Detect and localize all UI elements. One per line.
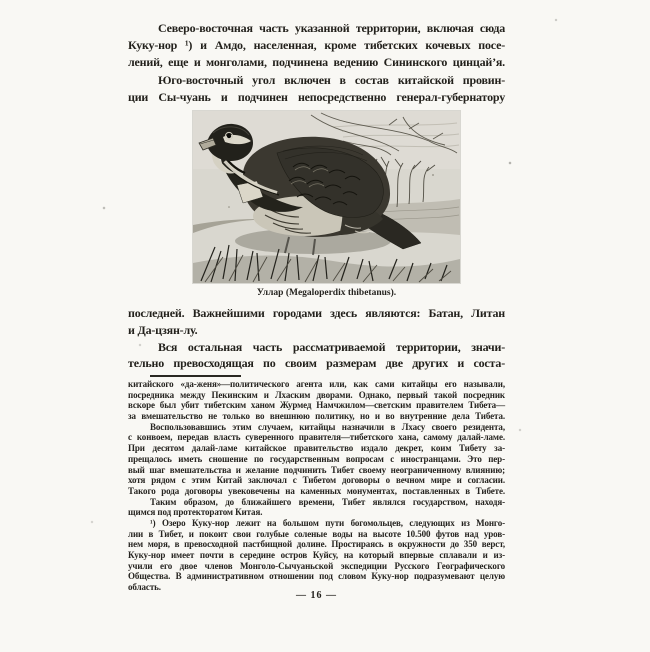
body-text-top [128, 20, 505, 106]
footnote-line: лии в Тибет, и покоит свои голубые соленые воды на высоте 10.500 футов над уров- [128, 528, 505, 539]
body-text-mid [128, 305, 505, 372]
body-line: Куку-нор ¹) и Амдо, населенная, кроме тибетских кочевых посе- [128, 38, 505, 53]
footnote-line: нем моря, в превосходной пастбищной долине. Простираясь в окружности до 350 верст, [128, 539, 505, 550]
footnote-line: Таким образом, до ближайшего времени, Тибет являлся государством, находя- [150, 496, 505, 507]
body-line: Вся остальная часть рассматриваемой территории, значи- [158, 339, 505, 354]
footnote-line: Общества. В административном отношении под словом Куку-нор подразумевают целую [128, 571, 505, 582]
body-line: и Да-цзян-лу. [128, 322, 198, 337]
footnote-line: с конвоем, передав власть суверенного правителя—тибетского хана, самому далай-ламе. [128, 432, 505, 443]
page-number: — 16 — [296, 590, 337, 601]
body-line: ции Сы-чуань и подчинен непосредственно генерал-губернатору [128, 89, 505, 104]
body-line: Северо-восточная часть указанной территории, включая сюда [158, 21, 505, 35]
footnote-line: вскоре был убит тибетским ханом Журмед Намчжилом—светским правителем Тибета— [128, 400, 505, 411]
body-line: тельно превосходящая по своим размерам две других и соста- [128, 356, 505, 371]
body-line: Юго-восточный угол включен в состав китайской провин- [158, 72, 505, 87]
footnote-line: хотя рядом с этим Китай заключал с Тибетом договоры о вечном мире и согласии. [128, 475, 505, 486]
footnote-line: Такого рода договоры увековечены на каменных монументах, поставленных в Тибете. [128, 485, 505, 496]
snowcock-engraving [193, 111, 460, 283]
figure-caption: Уллар (Megaloperdix thibetanus). [256, 288, 397, 298]
footnote-line: вый шаг вмешательства и желание подчинить Тибет своему неограниченному влиянию; [128, 464, 505, 475]
body-line: последней. Важнейшими городами здесь являются: Батан, Литан [128, 306, 505, 320]
footnote-line: ¹) Озеро Куку-нор лежит на большом пути богомольцев, следующих из Монго- [150, 517, 505, 528]
footnote-line: При десятом далай-ламе китайское правительство издало декрет, коим Тибету за- [128, 443, 505, 454]
footnote-line: посредника между Пекинским и Лхаским дворами. Однако, первый такой посредник [128, 389, 505, 400]
snowcock-illustration [193, 111, 460, 283]
footnote-line: щимся под протекторатом Китая. [128, 507, 263, 518]
footnote-block [128, 379, 505, 593]
footnote-line: учили его двое членов Монголо-Сычуаньской экспедиции Русского Географического [128, 560, 505, 571]
footnote-separator [150, 375, 241, 377]
footnote-line: за вмешательство не только во внешнюю политику, но и во внутренние дела Тибета. [128, 411, 505, 422]
footnote-line: область. [128, 582, 161, 593]
footnote-line: прещалось иметь сношение по государственным вопросам с иностранцами. Это пер- [128, 453, 505, 464]
body-line: лений, еще и монголами, подчинена ведению Сининского цинцай’я. [128, 55, 505, 70]
footnote-line: Воспользовавшись этим случаем, китайцы назначили в Лхасу своего резидента, [150, 421, 505, 432]
footnote-line: Куку-нор имеет почти в середине остров Куйсу, на который впервые сплавали и из- [128, 550, 505, 560]
footnote-line: китайского «да-женя»—политического агента или, как сами китайцы его называли, [128, 379, 505, 389]
